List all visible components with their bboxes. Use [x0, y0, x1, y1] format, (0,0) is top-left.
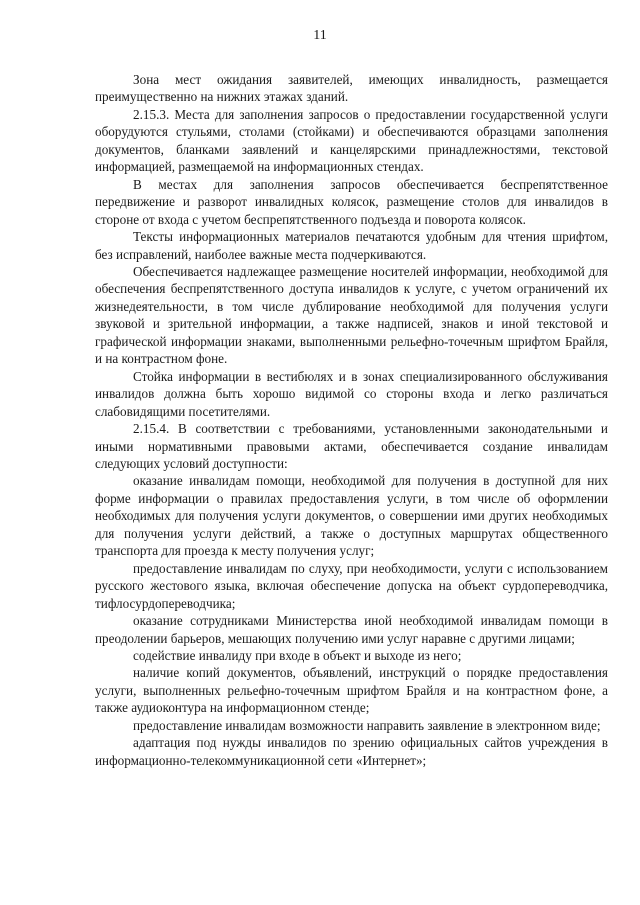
list-item-electronic-application: предоставление инвалидам возможности направить заявление в электронном виде;: [133, 717, 601, 733]
list-item-sign-language: предоставление инвалидам по слуху, при необходимости, услуги с использованием русского жестового языка, включая обеспечение допуска на объект сурдопереводчика, тифлосурдопереводчика;: [95, 560, 608, 611]
list-item-staff-help: оказание сотрудниками Министерства иной необходимой инвалидам помощи в преодолении барьеров, мешающих получению ими услуг наравне с другими лицами;: [95, 613, 608, 646]
paragraph-info-placement: Обеспечивается надлежащее размещение носителей информации, необходимой для обеспечения беспрепятственного доступа инвалидов к услуге, с учетом ограничений их жизнедеятельности, в том числе дублирование необходимой для получения услуги звуковой и зрительной информации, а также надписей, знаков и иной текстовой и графической информации знаками, выполненными рельефно-точечным шрифтом Брайля, и на контрастном фоне.: [95, 263, 608, 367]
paragraph-2-15-4: 2.15.4. В соответствии с требованиями, установленными законодательными и иными нормативными правовыми актами, обеспечивается создание инвалидам следующих условий доступности:: [95, 421, 608, 471]
document-body: [95, 71, 608, 769]
paragraph-info-desk: Стойка информации в вестибюлях и в зонах специализированного обслуживания инвалидов должна быть хорошо видимой со стороны входа и легко различаться слабовидящими посетителями.: [95, 368, 608, 419]
paragraph-waiting-area: Зона мест ожидания заявителей, имеющих инвалидность, размещается преимущественно на нижних этажах зданий.: [95, 72, 608, 105]
page-number: 11: [313, 28, 327, 43]
paragraph-2-15-3: 2.15.3. Места для заполнения запросов о предоставлении государственной услуги оборудуются стульями, столами (стойками) и обеспечиваются образцами заполнения документов, бланками заявлений и канцелярскими принадлежностями, текстовой информацией, размещаемой на информационных стендах.: [95, 106, 608, 175]
paragraph-wheelchair-access: В местах для заполнения запросов обеспечивается беспрепятственное передвижение и разворот инвалидных колясок, размещение столов для инвалидов в стороне от входа с учетом беспрепятственного подъезда и поворота колясок.: [95, 176, 608, 227]
list-item-website-adaptation: адаптация под нужды инвалидов по зрению официальных сайтов учреждения в информационно-телекоммуникационной сети «Интернет»;: [95, 735, 608, 768]
list-item-entry-exit: содействие инвалиду при входе в объект и выходе из него;: [133, 647, 462, 663]
list-item-assistance: оказание инвалидам помощи, необходимой для получения в доступной для них форме информации о правилах предоставления услуги, в том числе об оформлении необходимых для получения услуги документов, о совершении ими других необходимых для получения услуги действий, а также о доступных маршрутах общественного транспорта для проезда к месту получения услуг;: [95, 473, 608, 559]
paragraph-info-materials: Тексты информационных материалов печатаются удобным для чтения шрифтом, без исправлений, наиболее важные места подчеркиваются.: [95, 229, 608, 262]
list-item-braille-copies: наличие копий документов, объявлений, инструкций о порядке предоставления услуги, выполненных рельефно-точечным шрифтом Брайля и на контрастном фоне, а также аудиоконтура на информационном стенде;: [95, 665, 608, 716]
